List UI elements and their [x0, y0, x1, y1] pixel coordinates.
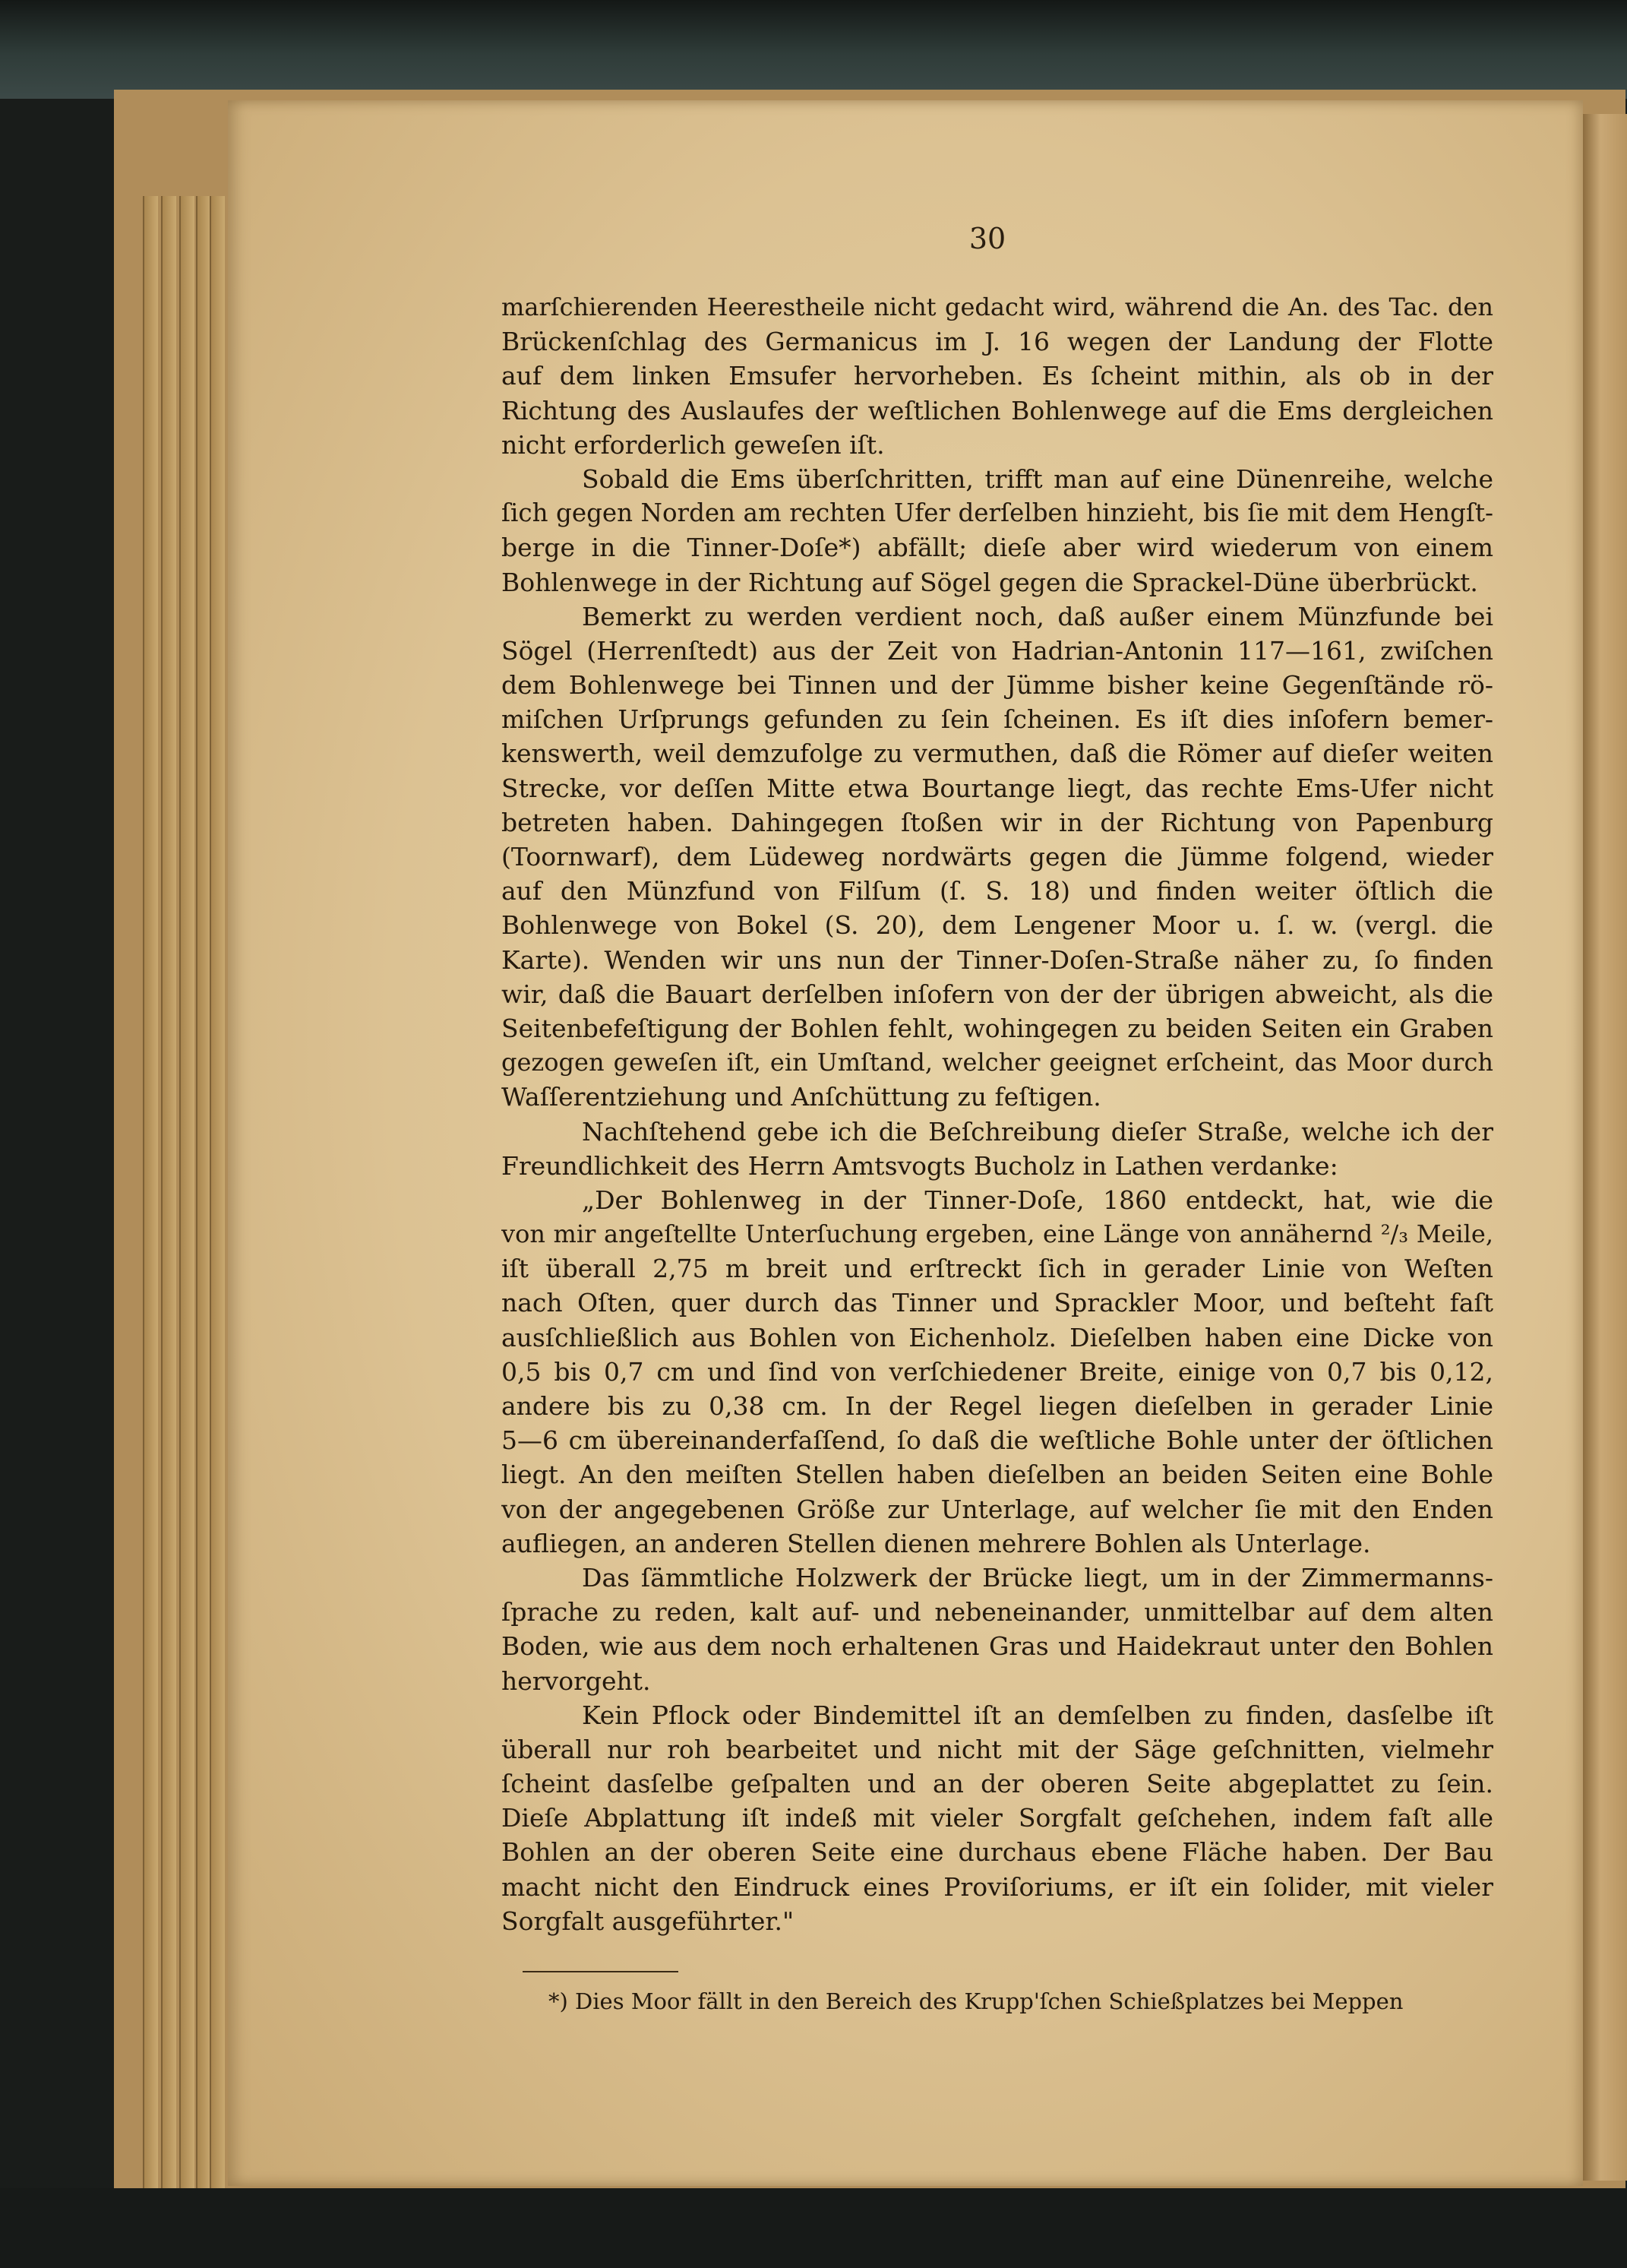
text-line: marſchierenden Heerestheile nicht gedacht wird, während die An. des Tac. den: [501, 293, 1493, 321]
text-line: Sobald die Ems überſchritten, trifft man auf eine Dünenreihe, welche: [582, 463, 1493, 494]
text-line: nach Oſten, quer durch das Tinner und Sprackler Moor, und beſteht faſt: [501, 1288, 1493, 1318]
body-text: [501, 290, 1493, 1938]
text-line: Freundlichkeit des Herrn Amtsvogts Bucholz in Lathen verdanke:: [501, 1150, 1338, 1181]
text-line: liegt. An den meiſten Stellen haben dieſelben an beiden Seiten eine Bohle: [501, 1460, 1493, 1490]
text-line: macht nicht den Eindruck eines Proviſoriums, er iſt ein ſolider, mit vieler: [501, 1871, 1493, 1902]
footnote: *) Dies Moor fällt in den Bereich des Krupp'ſchen Schießplatzes bei Meppen: [548, 1988, 1404, 2014]
text-line: miſchen Urſprungs gefunden zu ſein ſcheinen. Es iſt dies inſofern bemer-: [501, 704, 1493, 735]
text-line: Bohlenwege von Bokel (S. 20), dem Lengener Moor u. ſ. w. (vergl. die: [501, 910, 1493, 941]
text-line: Kein Pflock oder Bindemittel iſt an demſelben zu finden, dasſelbe iſt: [582, 1700, 1493, 1730]
book-cover-board-top: [0, 0, 1627, 99]
text-line: gezogen geweſen iſt, ein Umſtand, welcher geeignet erſcheint, das Moor durch: [501, 1048, 1493, 1077]
text-line: „Der Bohlenweg in der Tinner-Doſe, 1860 entdeckt, hat, wie die: [582, 1185, 1493, 1215]
footnote-rule: [523, 1971, 678, 1972]
facing-page-edge: [1583, 114, 1627, 2181]
text-line: überall nur roh bearbeitet und nicht mit der Säge geſchnitten, vielmehr: [501, 1734, 1493, 1764]
text-line: wir, daß die Bauart derſelben inſofern von der der übrigen abweicht, als die: [501, 979, 1493, 1009]
book-cover-board-bottom: [0, 2188, 1627, 2268]
text-line: (Toornwarf), dem Lüdeweg nordwärts gegen die Jümme folgend, wieder: [501, 842, 1493, 871]
text-line: Seitenbefeſtigung der Bohlen fehlt, wohingegen zu beiden Seiten ein Graben: [501, 1013, 1493, 1043]
text-line: andere bis zu 0,38 cm. In der Regel liegen dieſelben in gerader Linie: [501, 1391, 1493, 1421]
text-line: dem Bohlenwege bei Tinnen und der Jümme bisher keine Gegenſtände rö-: [501, 670, 1493, 701]
text-line: Karte). Wenden wir uns nun der Tinner-Doſen-Straße näher zu, ſo finden: [501, 944, 1493, 975]
text-line: Waſſerentziehung und Anſchüttung zu feſtigen.: [501, 1082, 1101, 1112]
text-line: Das ſämmtliche Holzwerk der Brücke liegt, um in der Zimmermanns-: [582, 1562, 1493, 1593]
text-line: Bemerkt zu werden verdient noch, daß außer einem Münzfunde bei: [582, 601, 1493, 631]
text-line: berge in die Tinner-Doſe*) abfällt; dieſe aber wird wiederum von einem: [501, 533, 1493, 563]
text-line: Strecke, vor deſſen Mitte etwa Bourtange liegt, das rechte Ems-Ufer nicht: [501, 773, 1493, 803]
text-line: ausſchließlich aus Bohlen von Eichenholz. Dieſelben haben eine Dicke von: [501, 1322, 1493, 1352]
page-edge: [210, 196, 225, 2247]
text-line: betreten haben. Dahingegen ſtoßen wir in der Richtung von Papenburg: [501, 807, 1493, 837]
text-line: Boden, wie aus dem noch erhaltenen Gras und Haidekraut unter den Bohlen: [501, 1631, 1493, 1662]
text-line: hervorgeht.: [501, 1665, 651, 1696]
text-line: auf den Münzfund von Filſum (ſ. S. 18) und finden weiter öſtlich die: [501, 876, 1493, 906]
text-line: aufliegen, an anderen Stellen dienen mehrere Bohlen als Unterlage.: [501, 1528, 1371, 1558]
page-edge: [161, 196, 176, 2247]
text-line: von der angegebenen Größe zur Unterlage, auf welcher ſie mit den Enden: [501, 1494, 1493, 1524]
text-line: 0,5 bis 0,7 cm und ſind von verſchiedener Breite, einige von 0,7 bis 0,12,: [501, 1356, 1493, 1387]
text-line: kenswerth, weil demzufolge zu vermuthen, daß die Römer auf dieſer weiten: [501, 739, 1493, 769]
text-line: Nachſtehend gebe ich die Beſchreibung dieſer Straße, welche ich der: [582, 1116, 1493, 1147]
text-line: Sögel (Herrenſtedt) aus der Zeit von Hadrian-Antonin 117—161, zwiſchen: [501, 635, 1493, 666]
text-line: Brückenſchlag des Germanicus im J. 16 wegen der Landung der Flotte: [501, 327, 1493, 357]
page-edge: [143, 196, 158, 2247]
page-edge: [196, 196, 211, 2247]
page-edge: [179, 196, 194, 2247]
text-line: nicht erforderlich geweſen iſt.: [501, 429, 885, 460]
text-line: 5—6 cm übereinanderfaſſend, ſo daß die weſtliche Bohle unter der öſtlichen: [501, 1425, 1493, 1456]
book-cover-board-left: [0, 0, 114, 2268]
text-line: Bohlen an der oberen Seite eine durchaus ebene Fläche haben. Der Bau: [501, 1837, 1493, 1868]
page-number: 30: [968, 222, 1006, 255]
text-line: ſprache zu reden, kalt auf- und nebeneinander, unmittelbar auf dem alten: [501, 1597, 1493, 1627]
text-line: Sorgfalt ausgeführter.": [501, 1906, 795, 1936]
text-line: von mir angeſtellte Unterſuchung ergeben, eine Länge von annähernd ²/₃ Meile,: [501, 1219, 1493, 1249]
text-line: Bohlenwege in der Richtung auf Sögel gegen die Sprackel-Düne überbrückt.: [501, 567, 1478, 597]
text-line: Richtung des Auslaufes der weſtlichen Bohlenwege auf die Ems dergleichen: [501, 395, 1493, 425]
text-line: iſt überall 2,75 m breit und erſtreckt ſich in gerader Linie von Weſten: [501, 1254, 1493, 1284]
text-line: ſich gegen Norden am rechten Ufer derſelben hinzieht, bis ſie mit dem Hengſt-: [501, 498, 1493, 528]
text-line: auf dem linken Emsufer hervorheben. Es ſcheint mithin, als ob in der: [501, 361, 1493, 391]
text-line: Dieſe Abplattung iſt indeß mit vieler Sorgfalt geſchehen, indem faſt alle: [501, 1803, 1493, 1833]
text-line: ſcheint dasſelbe geſpalten und an der oberen Seite abgeplattet zu ſein.: [501, 1769, 1493, 1799]
